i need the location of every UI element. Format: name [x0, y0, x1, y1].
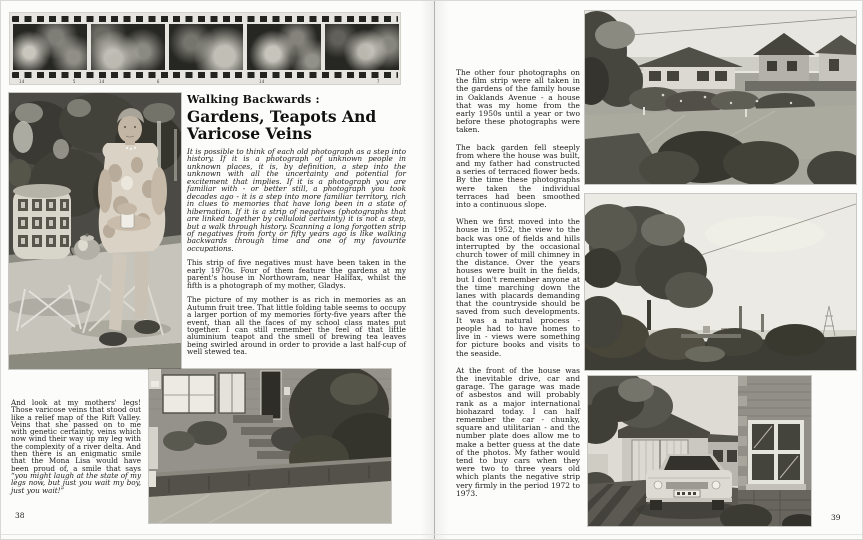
film-edge-number: 14: [99, 79, 105, 84]
body-paragraph: This strip of five negatives must have been taken in the early 1970s. Four of them feature the gardens at my parent's house in Northowram, near Halifax, whilst the fifth is a photograph of my mother, Gladys.: [187, 258, 406, 290]
photo-sky-tree-illustration: [585, 194, 856, 370]
body-paragraph: The picture of my mother is as rich in memories as an Autumn fruit tree. That little folding table seems to occupy a larger portion of my memories forty-five years after the event, than all the faces of my school class mates put together. I can still remember the feel of that little aluminium teapot and the smell of brewing tea leaves being swirled around in order to provide a last half-cup of well stewed tea.: [187, 295, 406, 357]
gutter-shadow-right: [435, 1, 449, 540]
film-frame-5: [325, 24, 399, 70]
house-corner: [738, 376, 811, 526]
intro-paragraph: It is possible to think of each old photograph as a step into history. If it is a photograph of unknown people in unknown places, it is, by definition, a step into the unknown with all the uncertainty and potential for excitement that implies. If it is a photograph you are familiar with - or better still, a photograph you took decades ago - it is a step into more familiar territory, rich in clues to memories that have long been in a state of hibernation. If it is a strip of negatives (photographs that are linked together by celluloid certainty) it is not a step, but a walk through history. Scanning a long forgotten strip of negatives from forty or fifty years ago is like walking backwards through time and one of my favourite occupations.: [187, 147, 406, 253]
aside-text: And look at my mothers' legs! Those varicose veins that stood out like a relief map of the Rift Valley. Veins that she passed on to me with genetic certainty, veins which now wind their way up my leg with the complexity of a river delta. And then there is an enigmatic smile that the Mona Lisa would have been proud of, a smile that says: [11, 398, 141, 473]
photo-mother-in-garden: [9, 93, 181, 369]
sprocket-row-top: [12, 16, 398, 22]
photo-mother-illustration: [9, 93, 181, 369]
film-edge-number: 14: [259, 79, 265, 84]
film-frames: [9, 24, 401, 70]
mill-chimney: [761, 314, 764, 332]
body-paragraph: At the front of the house was the inevitable drive, car and garage. The garage was made of asbestos and will probably rank as a major international biohazard today. I can half remember the car - chunky, square and utilitarian - and the number plate does allow me to make a better guess at the date of the photos. My father would tend to buy cars when they were two to three years old which plants the negative strip very firmly in the period 1972 to 1973.: [456, 365, 580, 498]
body-paragraph: The back garden fell steeply from where the house was built, and my father had constructed a series of terraced flower beds. By the time these photographs were taken the individual terraces had been smoothed into a continuous slope.: [456, 142, 580, 210]
film-frame-4: [247, 24, 321, 70]
photo-sky-tree-view: [585, 194, 856, 370]
photo-car-illustration: [588, 376, 811, 526]
film-edge-number: 5: [73, 79, 76, 84]
right-text-column: [456, 69, 580, 507]
sprocket-row-bottom: [12, 72, 398, 78]
patterned-bag: [13, 184, 71, 259]
film-frame-1: [13, 24, 87, 70]
page-number-right: 39: [831, 513, 841, 522]
photo-back-garden-house: [149, 369, 391, 523]
film-frame-3: [169, 24, 243, 70]
photo-garden-view-illustration: [585, 11, 856, 184]
page-bottom-edge: [1, 534, 863, 535]
aside-quote: “you might laugh at the state of my legs now, but just you wait my boy, just you wait!”: [11, 470, 141, 495]
photo-car-driveway: [588, 376, 811, 526]
gutter-shadow-left: [420, 1, 434, 540]
body-paragraph: When we first moved into the house in 1952, the view to the back was one of fields and hills interrupted by the occasional church tower of mill chimney in the distance. Over the years houses were built in the fields, but I don't remember anyone at the time marching down the lanes with placards demanding that the countryside should be saved from such developments. It was a natural process - people had to have homes to live in - views were something for picture books and visits to the seaside.: [456, 217, 580, 358]
back-door: [261, 371, 281, 419]
mill-chimney: [739, 306, 742, 332]
article-text-column: [187, 93, 406, 356]
photo-house-illustration: [149, 369, 391, 523]
aside-paragraph: [11, 399, 141, 494]
film-edge-number: 6: [157, 79, 160, 84]
film-frame-2: [91, 24, 165, 70]
article-kicker: Walking Backwards :: [187, 93, 320, 106]
page-number-left: 38: [15, 511, 25, 520]
film-edge-number: 14: [19, 79, 25, 84]
page-gutter: [434, 1, 435, 540]
film-strip: [9, 12, 401, 85]
photo-garden-view-houses: [585, 11, 856, 184]
article-title: Gardens, Teapots And Varicose Veins: [187, 107, 377, 143]
film-edge-number: 7: [377, 79, 380, 84]
body-paragraph: The other four photographs on the film strip were all taken in the gardens of the family house in Oaklands Avenue - a house that was my home from the early 1950s until a year or two before these photographs were taken.: [456, 68, 580, 135]
